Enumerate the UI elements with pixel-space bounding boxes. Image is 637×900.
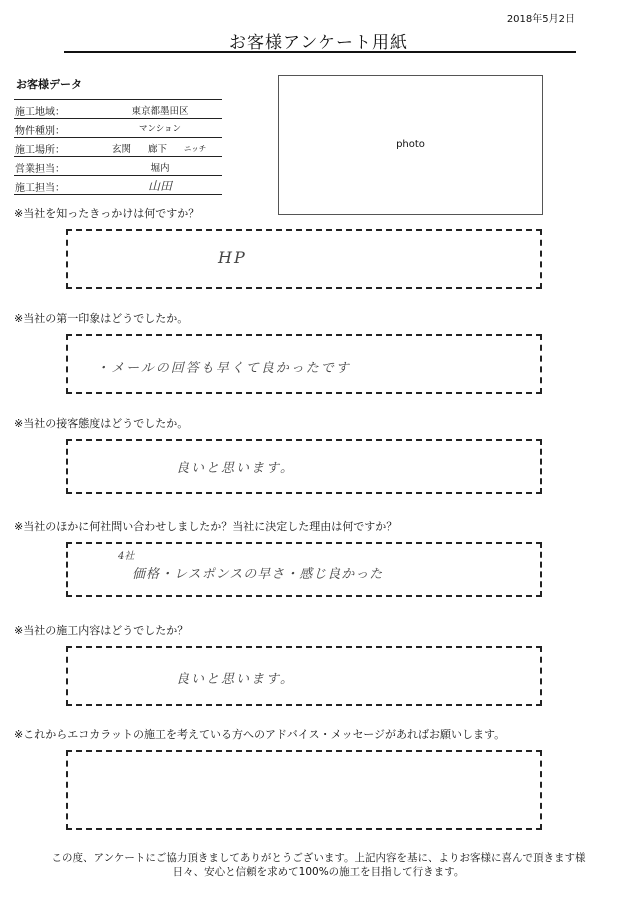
- question-5: ※当社の施工内容はどうでしたか？: [14, 624, 189, 637]
- customer-info-table: [14, 99, 222, 195]
- footer-message-line-2: 日々、安心と信頼を求めて100%の施工を目指して行きます。: [172, 866, 465, 878]
- info-row-area: [14, 99, 222, 119]
- info-value-sales-staff: 堀内: [150, 163, 170, 174]
- answer-4: 価格・レスポンスの早さ・感じ良かった: [132, 567, 384, 582]
- info-row-construction-staff: [14, 176, 222, 195]
- answer-4-note: 4社: [118, 551, 135, 562]
- info-row-sales-staff: [14, 157, 222, 176]
- answer-box-2: [66, 334, 542, 394]
- survey-date: 2018年5月2日: [506, 14, 575, 25]
- info-label-location: 施工場所：: [15, 145, 65, 156]
- footer-message-line-1: この度、アンケートにご協力頂きましてありがとうございます。上記内容を基に、よりお客様に喜んで頂きます様: [51, 852, 586, 864]
- answer-box-1: [66, 229, 542, 289]
- info-value-area: 東京都墨田区: [131, 106, 189, 117]
- info-label-construction-staff: 施工担当：: [15, 183, 65, 194]
- answer-box-6: [66, 750, 542, 830]
- photo-label: photo: [396, 139, 425, 150]
- info-value-property-type: マンション: [138, 124, 182, 134]
- info-value-location-2: 廊下: [148, 144, 168, 155]
- info-value-location-3: ニッチ: [184, 144, 207, 153]
- info-row-location: [14, 138, 222, 157]
- page-title: お客様アンケート用紙: [229, 33, 408, 53]
- info-label-property-type: 物件種別：: [15, 126, 65, 137]
- answer-5: 良いと思います。: [176, 672, 295, 687]
- info-label-sales-staff: 営業担当：: [15, 164, 65, 175]
- info-value-location-1: 玄関: [112, 144, 132, 155]
- answer-3: 良いと思います。: [176, 461, 295, 476]
- answer-box-4: [66, 542, 542, 597]
- question-1: ※当社を知ったきっかけは何ですか？: [14, 207, 200, 220]
- info-value-construction-staff: 山田: [147, 179, 172, 193]
- question-6: ※これからエコカラットの施工を考えている方へのアドバイス・メッセージがあればお願いします。: [14, 728, 506, 741]
- answer-1: HP: [218, 248, 247, 267]
- answer-2: ・メールの回答も早くて良かったです: [96, 361, 351, 376]
- question-3: ※当社の接客態度はどうでしたか。: [14, 417, 189, 430]
- answer-box-5: [66, 646, 542, 706]
- info-row-property-type: [14, 119, 222, 138]
- info-label-area: 施工地域：: [15, 107, 65, 118]
- question-2: ※当社の第一印象はどうでしたか。: [14, 312, 189, 325]
- answer-box-3: [66, 439, 542, 494]
- question-4: ※当社のほかに何社問い合わせしましたか？当社に決定した理由は何ですか？: [14, 520, 398, 533]
- customer-data-heading: お客様データ: [16, 78, 82, 91]
- title-underline: [64, 51, 576, 53]
